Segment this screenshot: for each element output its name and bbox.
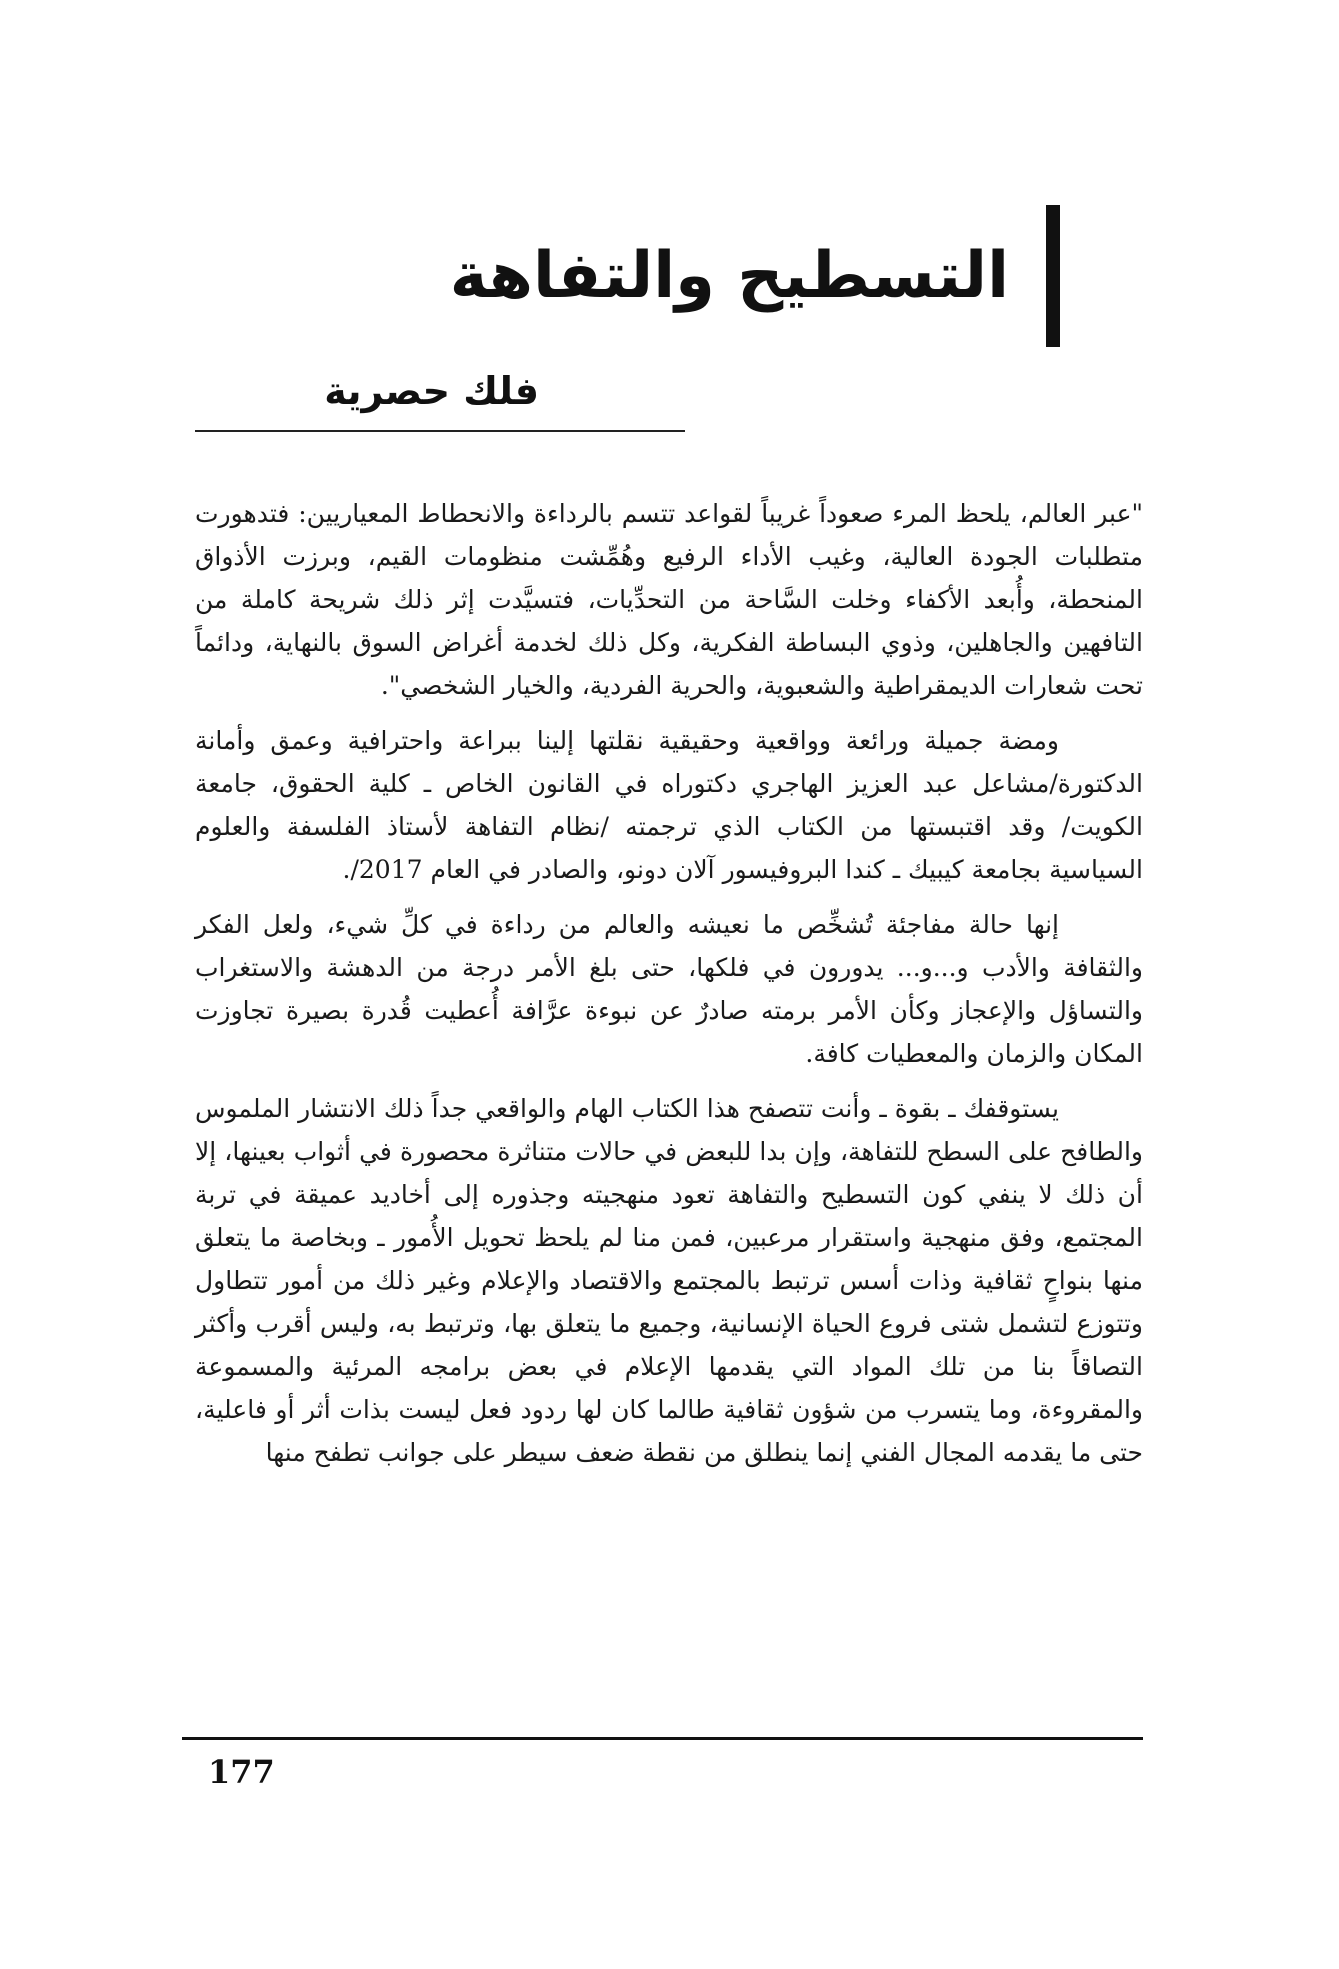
article-body bbox=[195, 492, 1143, 1486]
page-number: 177 bbox=[208, 1753, 275, 1791]
article-author: فلك حصرية bbox=[324, 369, 539, 413]
article-paragraph: ومضة جميلة ورائعة وواقعية وحقيقية نقلتها إلينا ببراعة واحترافية وعمق وأمانة الدكتورة/مشاعل عبد العزيز الهاجري دكتوراه في القانون الخاص ـ كلية الحقوق، جامعة الكويت/ وقد اقتبستها من الكتاب الذي ترجمته /نظام التفاهة لأستاذ الفلسفة والعلوم السياسية بجامعة كيبيك ـ كندا البروفيسور آلان دونو، والصادر في العام 2017/. bbox=[195, 726, 1143, 884]
author-underline bbox=[195, 430, 685, 432]
article-paragraph: يستوقفك ـ بقوة ـ وأنت تتصفح هذا الكتاب الهام والواقعي جداً ذلك الانتشار الملموس والطافح على السطح للتفاهة، وإن بدا للبعض في حالات متناثرة محصورة في أثواب بعينها، إلا أن ذلك لا ينفي كون التسطيح والتفاهة تعود منهجيته وجذوره إلى أخاديد عميقة في تربة المجتمع، وفق منهجية واستقرار مرعبين، فمن منا لم يلحظ تحويل الأُمور ـ وبخاصة ما يتعلق منها بنواحٍ ثقافية وذات أسس ترتبط بالمجتمع والاقتصاد والإعلام وغير ذلك من أمور تتطاول وتتوزع لتشمل شتى فروع الحياة الإنسانية، وجميع ما يتعلق بها، وترتبط به، وليس أقرب وأكثر التصاقاً بنا من تلك المواد التي يقدمها الإعلام في بعض برامجه المرئية والمسموعة والمقروءة، وما يتسرب من شؤون ثقافية طالما كان لها ردود فعل ليست بذات أثر أو فاعلية، حتى ما يقدمه المجال الفني إنما ينطلق من نقطة ضعف سيطر على جوانب تطفح منها bbox=[195, 1094, 1143, 1467]
footer-rule bbox=[182, 1737, 1143, 1740]
article-title: التسطيح والتفاهة bbox=[449, 239, 1009, 313]
title-accent-bar bbox=[1046, 205, 1060, 347]
article-paragraph-quote: "عبر العالم، يلحظ المرء صعوداً غريباً لقواعد تتسم بالرداءة والانحطاط المعياريين: فتدهورت متطلبات الجودة العالية، وغيب الأداء الرفيع وهُمِّشت منظومات القيم، وبرزت الأذواق المنحطة، وأُبعد الأكفاء وخلت السَّاحة من التحدِّيات، فتسيَّدت إثر ذلك شريحة كاملة من التافهين والجاهلين، وذوي البساطة الفكرية، وكل ذلك لخدمة أغراض السوق بالنهاية، ودائماً تحت شعارات الديمقراطية والشعبوية، والحرية الفردية، والخيار الشخصي". bbox=[195, 499, 1143, 700]
article-paragraph: إنها حالة مفاجئة تُشخِّص ما نعيشه والعالم من رداءة في كلِّ شيء، ولعل الفكر والثقافة والأدب و...و... يدورون في فلكها، حتى بلغ الأمر درجة من الدهشة والاستغراب والتساؤل والإعجاز وكأن الأمر برمته صادرٌ عن نبوءة عرَّافة أُعطيت قُدرة بصيرة تجاوزت المكان والزمان والمعطيات كافة. bbox=[195, 910, 1143, 1068]
